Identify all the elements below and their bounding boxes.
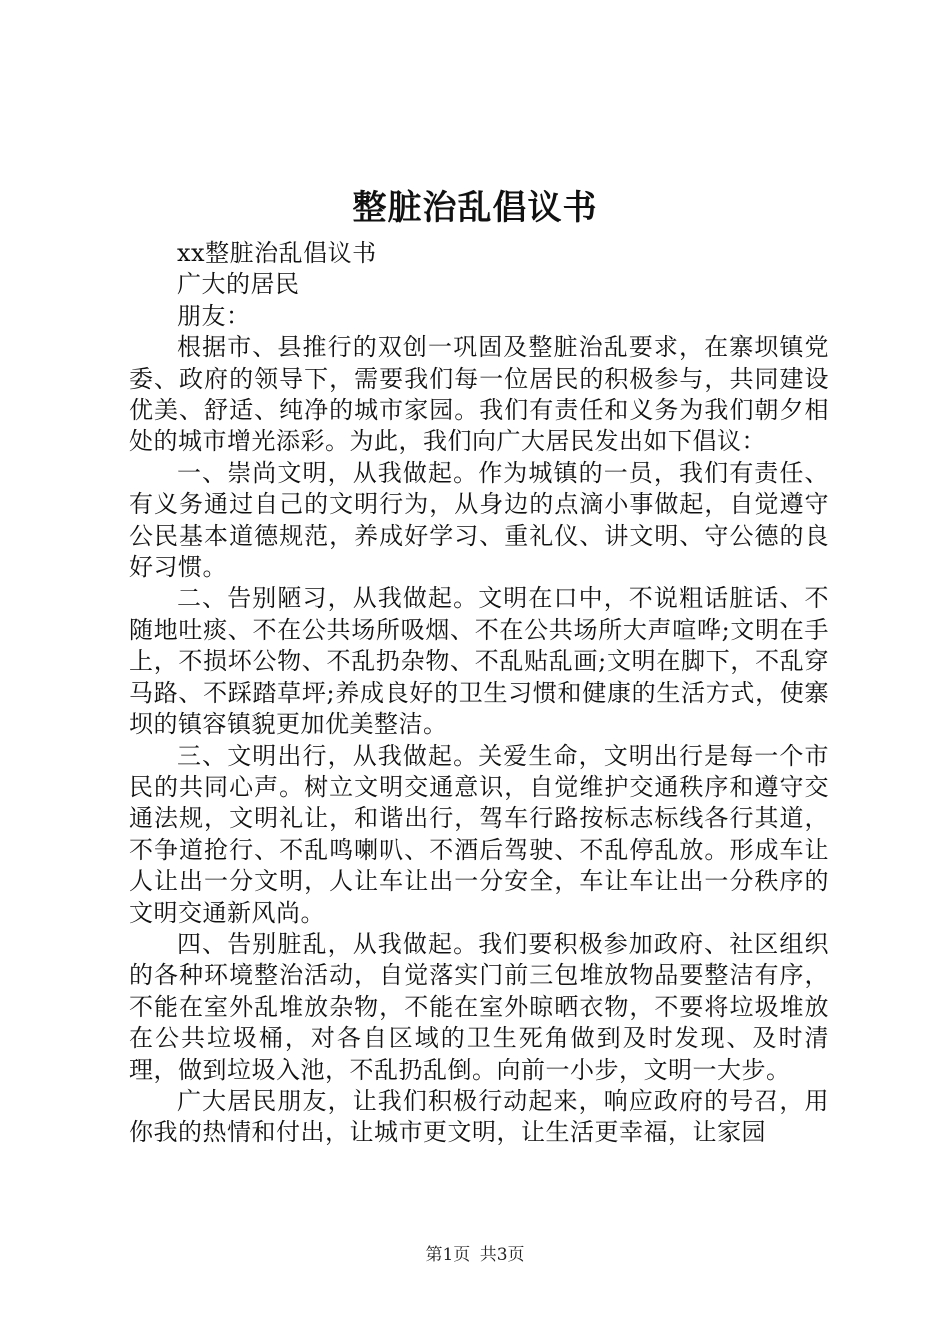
doc-subtitle: xx整脏治乱倡议书 — [177, 239, 377, 267]
paragraph-intro: 根据市、县推行的双创一巩固及整脏治乱要求，在寨坝镇党委、政府的领导下，需要我们每一位居民的积极参与，共同建设优美、舒适、纯净的城市家园。我们有责任和义务为我们朝夕相处的城市增光添彩。为此，我们向广大居民发出如下倡议： — [129, 333, 829, 456]
paragraph-item-3: 三、文明出行，从我做起。关爱生命，文明出行是每一个市民的共同心声。树立文明交通意识，自觉维护交通秩序和遵守交通法规，文明礼让，和谐出行，驾车行路按标志标线各行其道，不争道抢行、不乱鸣喇叭、不酒后驾驶、不乱停乱放。形成车让人让出一分文明，人让车让出一分安全，车让车让出一分秩序的文明交通新风尚。 — [129, 741, 829, 927]
page-footer — [0, 1242, 950, 1268]
paragraph-item-1: 一、崇尚文明，从我做起。作为城镇的一员，我们有责任、有义务通过自己的文明行为，从身边的点滴小事做起，自觉遵守公民基本道德规范，养成好学习、重礼仪、讲文明、守公德的良好习惯。 — [129, 458, 829, 582]
paragraph-item-2: 二、告别陋习，从我做起。文明在口中，不说粗话脏话、不随地吐痰、不在公共场所吸烟、不在公共场所大声喧哗;文明在手上，不损坏公物、不乱扔杂物、不乱贴乱画;文明在脚下，不乱穿马路、不踩踏草坪;养成良好的卫生习惯和健康的生活方式，使寨坝的镇容镇貌更加优美整洁。 — [129, 584, 829, 739]
page-total: 共3页 — [479, 1245, 525, 1265]
salutation-line-2: 朋友： — [177, 301, 251, 330]
document-body — [129, 238, 829, 1149]
document-title: 整脏治乱倡议书 — [352, 188, 598, 228]
page-number: 第1页 — [425, 1245, 471, 1265]
paragraph-item-4: 四、告别脏乱，从我做起。我们要积极参加政府、社区组织的各种环境整治活动，自觉落实门前三包堆放物品要整洁有序，不能在室外乱堆放杂物，不能在室外晾晒衣物，不要将垃圾堆放在公共垃圾桶，对各自区域的卫生死角做到及时发现、及时清理，做到垃圾入池，不乱扔乱倒。向前一小步，文明一大步。 — [129, 929, 829, 1084]
salutation-line-1: 广大的居民 — [177, 270, 300, 299]
paragraph-closing: 广大居民朋友，让我们积极行动起来，响应政府的号召，用你我的热情和付出，让城市更文明，让生活更幸福，让家园 — [129, 1086, 829, 1147]
